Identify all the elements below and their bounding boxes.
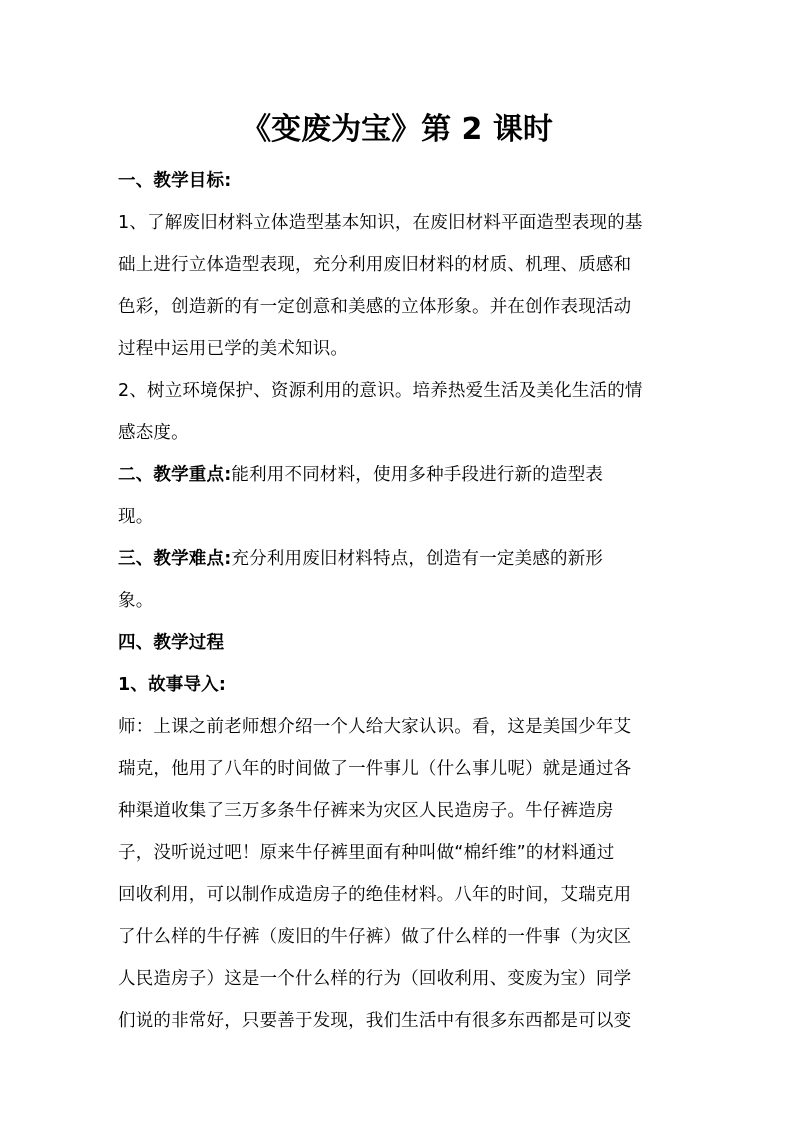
document-body xyxy=(118,160,688,1042)
section-heading: 1、故事导入: xyxy=(118,675,227,695)
text-line xyxy=(118,580,688,622)
section-heading: 三、教学难点: xyxy=(118,549,232,569)
paragraph-text: 色彩，创造新的有一定创意和美感的立体形象。并在创作表现活动 xyxy=(118,297,632,317)
text-line xyxy=(118,496,688,538)
text-line xyxy=(118,160,688,202)
section-heading: 一、教学目标: xyxy=(118,171,232,191)
paragraph-text: 象。 xyxy=(118,591,154,611)
paragraph-text: 了什么样的牛仔裤（废旧的牛仔裤）做了什么样的一件事（为灾区 xyxy=(118,927,632,947)
paragraph-text: 过程中运用已学的美术知识。 xyxy=(118,339,349,359)
paragraph-text: 能利用不同材料，使用多种手段进行新的造型表 xyxy=(231,465,604,485)
section-heading: 四、教学过程 xyxy=(118,633,225,653)
paragraph-text: 瑞克，他用了八年的时间做了一件事儿（什么事儿呢）就是通过各 xyxy=(118,759,632,779)
text-line xyxy=(118,958,688,1000)
text-line xyxy=(118,874,688,916)
text-line xyxy=(118,706,688,748)
text-line xyxy=(118,412,688,454)
paragraph-text: 回收利用，可以制作成造房子的绝佳材料。八年的时间，艾瑞克用 xyxy=(118,885,632,905)
paragraph-text: 子，没听说过吧！原来牛仔裤里面有种叫做“棉纤维”的材料通过 xyxy=(118,843,615,863)
paragraph-text: 1、了解废旧材料立体造型基本知识，在废旧材料平面造型表现的基 xyxy=(118,213,643,233)
document-title: 《变废为宝》第 2 课时 xyxy=(241,112,553,147)
text-line xyxy=(118,454,688,496)
text-line xyxy=(118,1000,688,1042)
text-line xyxy=(118,286,688,328)
text-line xyxy=(118,790,688,832)
text-line xyxy=(118,748,688,790)
text-line xyxy=(118,538,688,580)
paragraph-text: 种渠道收集了三万多条牛仔裤来为灾区人民造房子。牛仔裤造房 xyxy=(118,801,614,821)
paragraph-text: 充分利用废旧材料特点，创造有一定美感的新形 xyxy=(231,549,604,569)
paragraph-text: 感态度。 xyxy=(118,423,189,443)
text-line xyxy=(118,664,688,706)
text-line xyxy=(118,622,688,664)
section-heading: 二、教学重点: xyxy=(118,465,232,485)
paragraph-text: 2、树立环境保护、资源利用的意识。培养热爱生活及美化生活的情 xyxy=(118,381,643,401)
paragraph-text: 人民造房子）这是一个什么样的行为（回收利用、变废为宝）同学 xyxy=(118,969,632,989)
text-line xyxy=(118,202,688,244)
paragraph-text: 师：上课之前老师想介绍一个人给大家认识。看，这是美国少年艾 xyxy=(118,717,632,737)
text-line xyxy=(118,244,688,286)
text-line xyxy=(118,832,688,874)
text-line xyxy=(118,916,688,958)
text-line xyxy=(118,328,688,370)
paragraph-text: 现。 xyxy=(118,507,154,527)
paragraph-text: 础上进行立体造型表现，充分利用废旧材料的材质、机理、质感和 xyxy=(118,255,632,275)
paragraph-text: 们说的非常好，只要善于发现，我们生活中有很多东西都是可以变 xyxy=(118,1011,632,1031)
text-line xyxy=(118,370,688,412)
